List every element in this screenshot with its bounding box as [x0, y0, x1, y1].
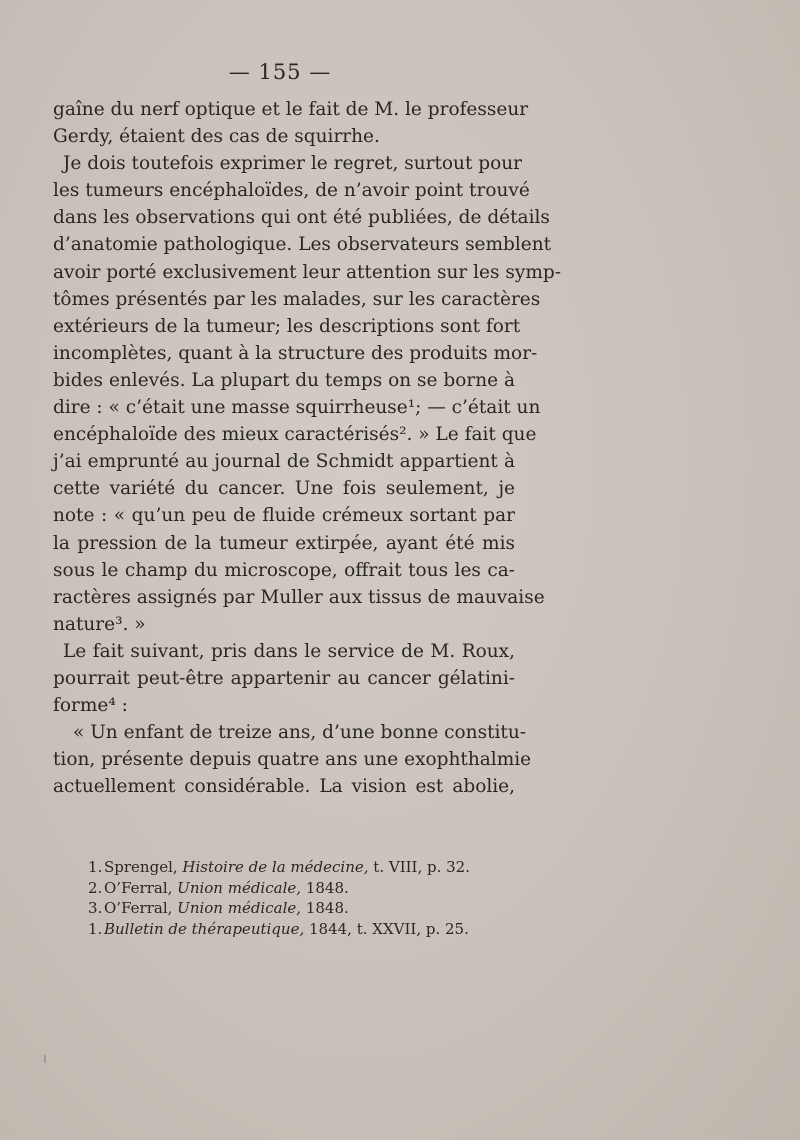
footnote-number: 3. — [88, 899, 103, 917]
text-line: ractères assignés par Muller aux tissus de mauvaise — [53, 586, 545, 608]
footnote-author: O’Ferral, — [104, 878, 173, 897]
footnote-number: 1. — [88, 919, 103, 938]
footnote — [88, 898, 528, 919]
footnote — [88, 878, 528, 899]
text-line: « Un enfant de treize ans, d’une bonne constitu- — [73, 722, 527, 744]
text-line: bides enlevés. La plupart du temps on se borne à — [53, 369, 515, 391]
text-line: dire : « c’était une masse squirrheuse¹; — c’était un — [53, 397, 541, 419]
text-line: Je dois toutefois exprimer le regret, surtout pour — [63, 153, 523, 175]
text-line: nature³. » — [53, 613, 146, 635]
text-line: Le fait suivant, pris dans le service de M. Roux, — [63, 640, 515, 662]
text-line: tion, présente depuis quatre ans une exophthalmie — [53, 749, 532, 771]
text-line: actuellement considérable. La vision est abolie, — [53, 776, 515, 798]
text-line: cette variété du cancer. Une fois seulement, je — [53, 478, 515, 500]
page-number: — 155 — — [228, 60, 332, 84]
text-line: note : « qu’un peu de fluide crémeux sortant par — [53, 505, 515, 527]
text-line: extérieurs de la tumeur; les descriptions sont fort — [53, 315, 521, 337]
footnote — [88, 857, 528, 878]
text-line: tômes présentés par les malades, sur les caractères — [53, 288, 541, 310]
text-line: Gerdy, étaient des cas de squirrhe. — [53, 126, 380, 148]
footnote-reference: 1848. — [305, 899, 349, 917]
text-line: la pression de la tumeur extirpée, ayant été mis — [53, 532, 515, 554]
text-line: d’anatomie pathologique. Les observateurs semblent — [53, 234, 552, 256]
text-line: sous le champ du microscope, offrait tous les ca- — [53, 559, 515, 581]
text-line: gaîne du nerf optique et le fait de M. le professeur — [53, 99, 529, 120]
footnote-number: 1. — [88, 858, 103, 876]
footnote-reference: t. VIII, p. 32. — [373, 858, 470, 876]
footnote-author: Sprengel, — [104, 858, 178, 876]
body-text — [53, 96, 561, 800]
text-line: les tumeurs encéphaloïdes, de n’avoir point trouvé — [53, 180, 530, 202]
text-line: dans les observations qui ont été publiées, de détails — [53, 207, 550, 229]
text-line: encéphaloïde des mieux caractérisés². » Le fait que — [53, 424, 537, 446]
footnote — [88, 919, 528, 940]
paper-speck — [44, 1055, 46, 1063]
text-line: forme⁴ : — [53, 695, 128, 717]
footnote-number: 2. — [88, 878, 103, 897]
footnotes — [88, 857, 528, 939]
footnote-title: Union médicale, — [177, 878, 302, 897]
text-line: incomplètes, quant à la structure des produits mor- — [53, 342, 538, 364]
text-line: avoir porté exclusivement leur attention sur les symp- — [53, 261, 561, 283]
footnote-title: Histoire de la médecine, — [182, 858, 369, 876]
footnote-title: Bulletin de thérapeutique, — [104, 919, 305, 938]
footnote-title: Union médicale, — [177, 899, 302, 917]
text-line: pourrait peut-être appartenir au cancer gélatini- — [53, 667, 515, 689]
footnote-reference: 1848. — [305, 878, 349, 897]
footnote-reference: 1844, t. XXVII, p. 25. — [309, 919, 469, 938]
text-line: j’ai emprunté au journal de Schmidt appartient à — [53, 451, 515, 473]
footnote-author: O’Ferral, — [104, 899, 173, 917]
